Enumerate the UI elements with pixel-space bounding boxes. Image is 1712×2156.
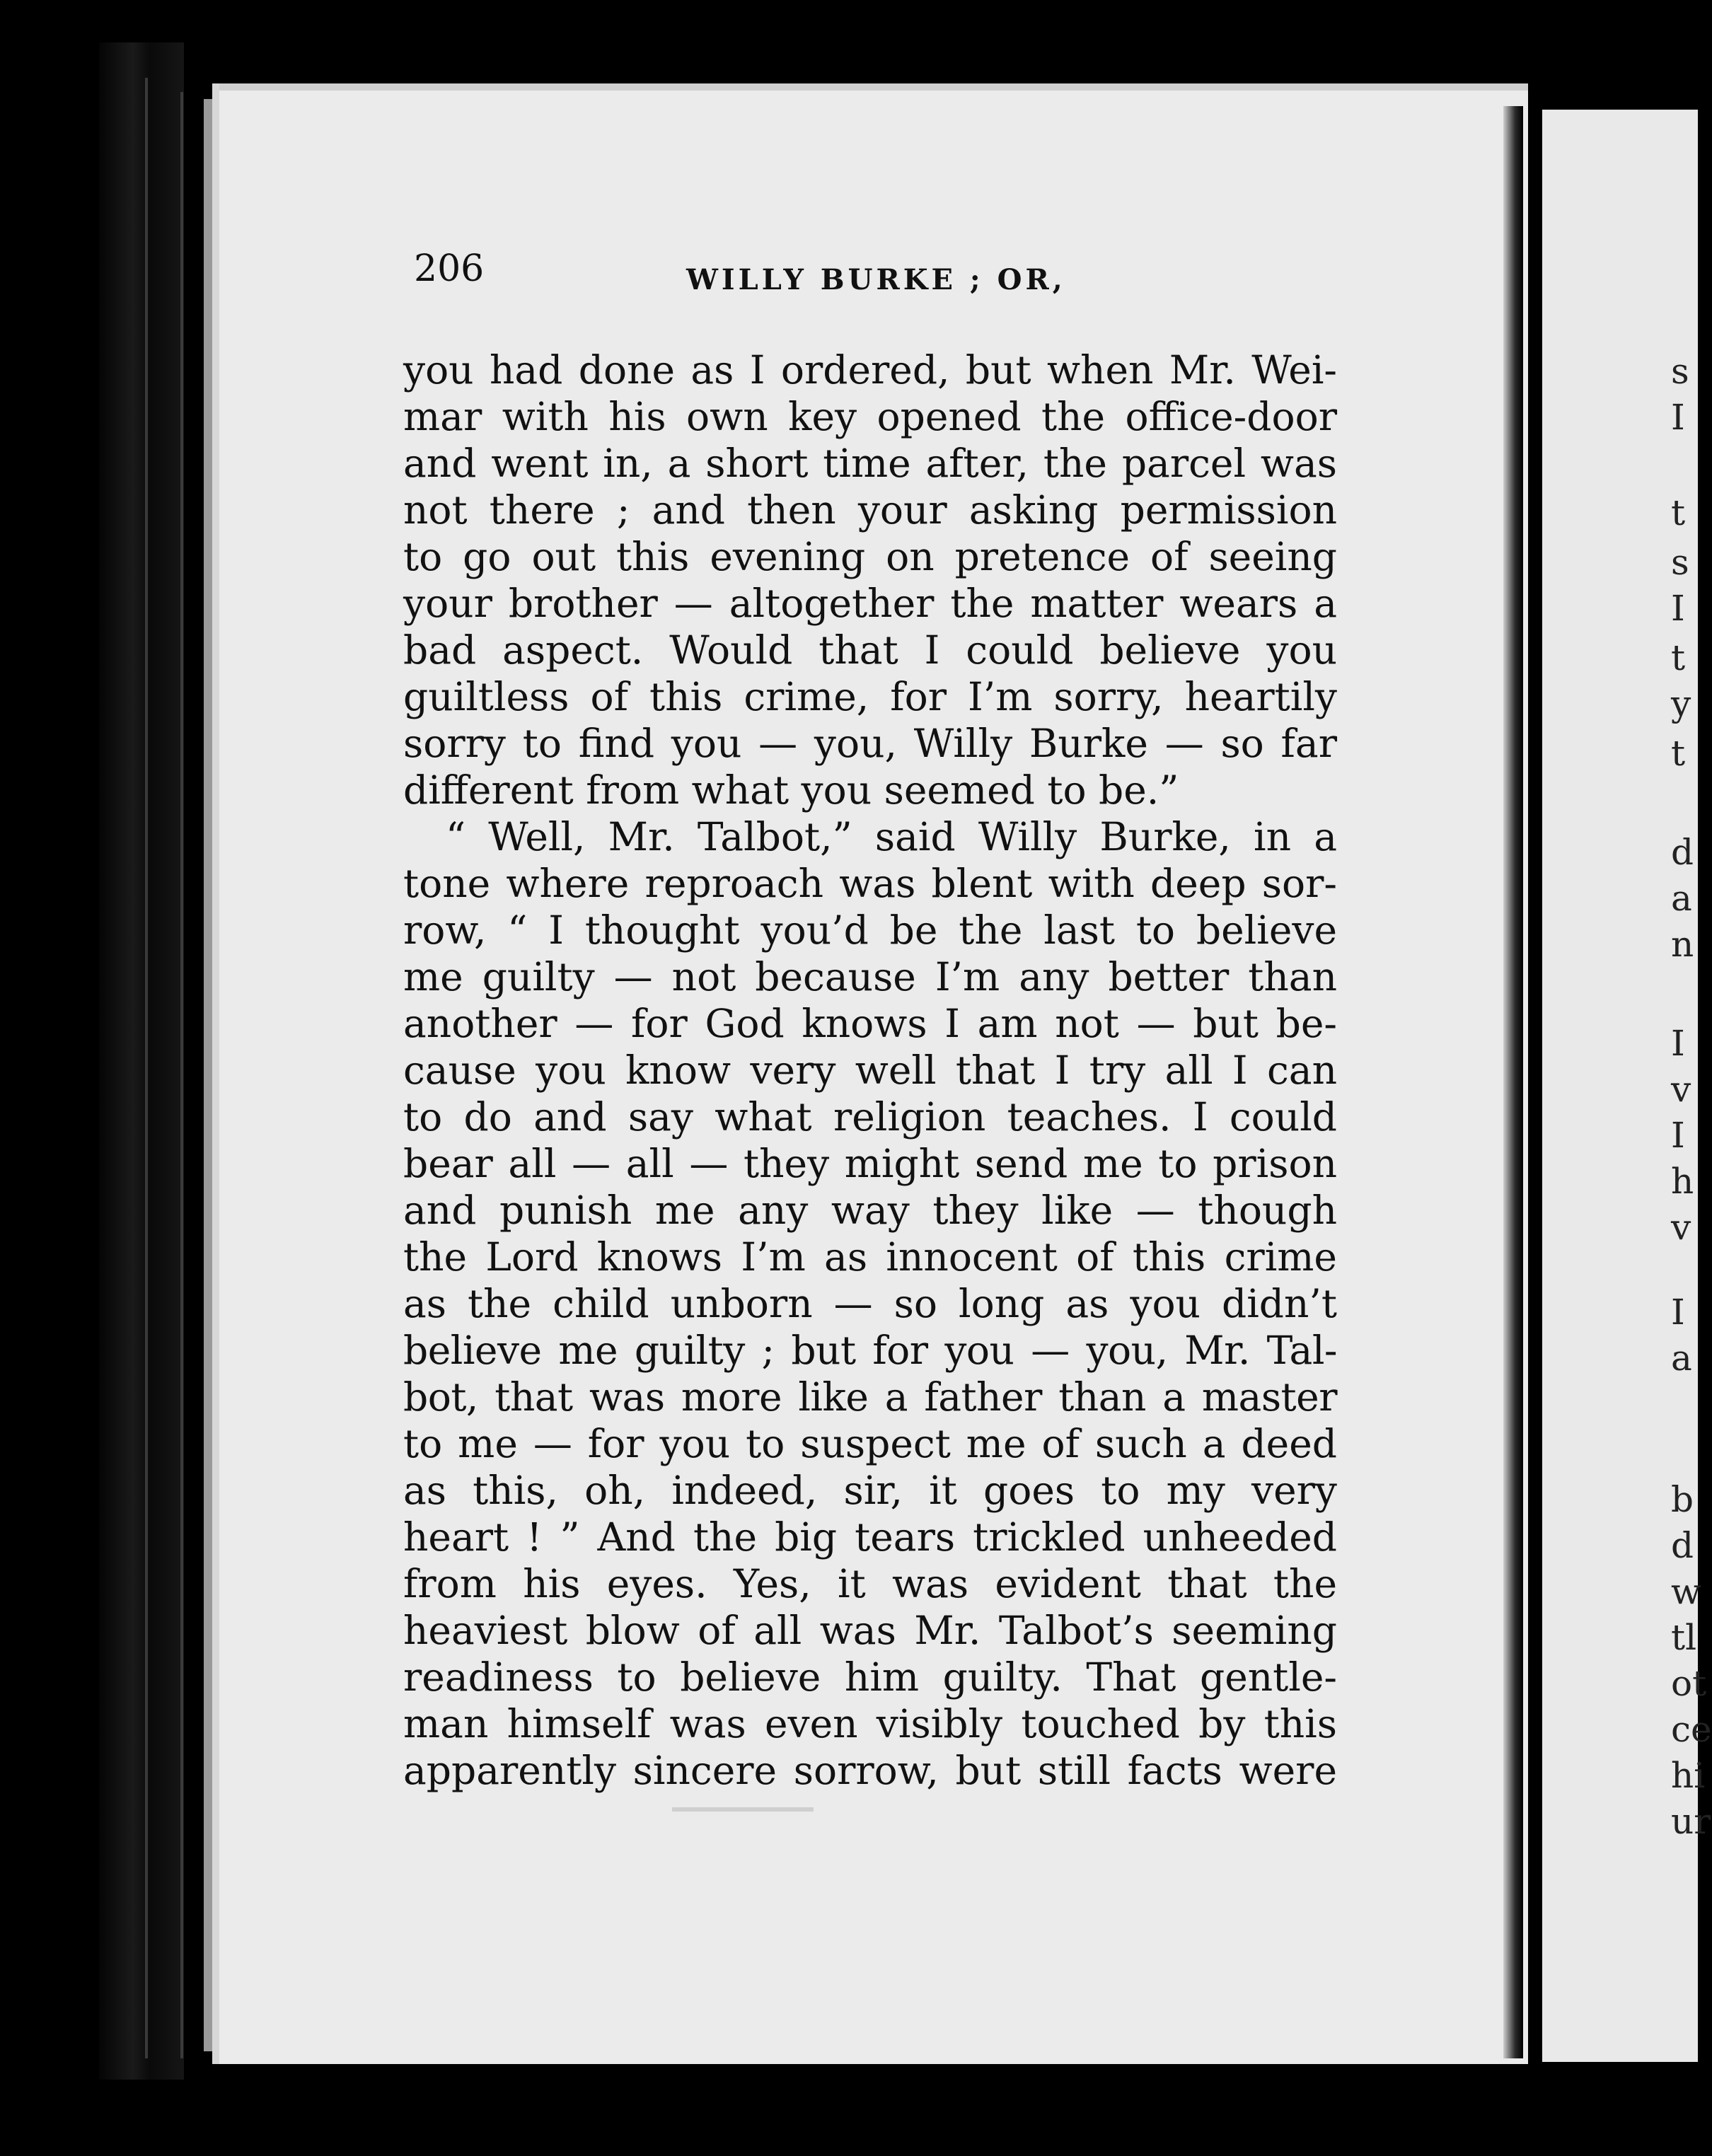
- text-line: to me — for you to suspect me of such a deed: [403, 1421, 1337, 1466]
- bleed-through-mark: [672, 1807, 814, 1812]
- text-line: bear all — all — they might send me to prison: [403, 1141, 1337, 1186]
- text-line: and went in, a short time after, the parcel was: [403, 441, 1337, 486]
- text-line: believe me guilty ; but for you — you, Mr. Tal-: [403, 1328, 1337, 1373]
- text-line: “ Well, Mr. Talbot,” said Willy Burke, in a: [446, 814, 1337, 859]
- right-page-letter: s: [1671, 542, 1689, 583]
- text-line: bot, that was more like a father than a master: [403, 1374, 1337, 1420]
- spine-edge-line: [145, 78, 148, 2058]
- text-line: another — for God knows I am not — but be-: [403, 1001, 1337, 1046]
- text-line: mar with his own key opened the office-door: [403, 394, 1337, 439]
- right-page-letter: I: [1671, 397, 1685, 438]
- right-page-letter: ur: [1671, 1801, 1711, 1842]
- right-page-letter: w: [1671, 1571, 1701, 1612]
- text-line: me guilty — not because I’m any better than: [403, 954, 1337, 999]
- text-line: to go out this evening on pretence of seeing: [403, 534, 1337, 579]
- right-page-letter: ce: [1671, 1709, 1712, 1750]
- right-page-letter: t: [1671, 733, 1686, 774]
- text-line: apparently sincere sorrow, but still facts were: [403, 1748, 1337, 1793]
- right-page-letter: v: [1671, 1069, 1691, 1110]
- text-line: heaviest blow of all was Mr. Talbot’s seeming: [403, 1608, 1337, 1653]
- text-line: tone where reproach was blent with deep sor-: [403, 861, 1337, 906]
- running-title: WILLY BURKE ; OR,: [686, 263, 1066, 296]
- text-line: guiltless of this crime, for I’m sorry, heartily: [403, 674, 1337, 719]
- right-page-letter: t: [1671, 637, 1686, 678]
- text-line: different from what you seemed to be.”: [403, 767, 1179, 813]
- page-number: 206: [414, 248, 485, 290]
- right-page-letter: I: [1671, 1115, 1685, 1156]
- text-line: from his eyes. Yes, it was evident that the: [403, 1561, 1337, 1606]
- text-line: and punish me any way they like — though: [403, 1188, 1337, 1233]
- text-line: heart ! ” And the big tears trickled unheeded: [403, 1514, 1337, 1560]
- body-text: [403, 347, 1337, 1794]
- text-line: to do and say what religion teaches. I could: [403, 1094, 1337, 1140]
- text-line: as this, oh, indeed, sir, it goes to my very: [403, 1468, 1337, 1513]
- text-line: sorry to find you — you, Willy Burke — so far: [403, 721, 1337, 766]
- text-line: the Lord knows I’m as innocent of this crime: [403, 1234, 1337, 1280]
- text-line: cause you know very well that I try all I can: [403, 1048, 1337, 1093]
- spine-edge-line: [180, 92, 183, 2058]
- right-page-letter: ot: [1671, 1663, 1707, 1704]
- text-line: man himself was even visibly touched by this: [403, 1701, 1337, 1746]
- right-page-letter: d: [1671, 832, 1694, 873]
- right-page-letter: s: [1671, 351, 1689, 392]
- right-page-letter: t: [1671, 492, 1686, 533]
- right-page-letter: a: [1671, 1338, 1692, 1379]
- text-line: your brother — altogether the matter wears a: [403, 581, 1337, 626]
- right-page-letter: n: [1671, 924, 1694, 965]
- book-spine: [99, 42, 184, 2080]
- right-page-letter: I: [1671, 1023, 1685, 1064]
- right-page-letter: tl: [1671, 1617, 1697, 1658]
- page-gutter: [1503, 106, 1523, 2058]
- right-page-letter: d: [1671, 1525, 1694, 1566]
- right-page-letter: y: [1671, 683, 1691, 724]
- text-line: bad aspect. Would that I could believe you: [403, 627, 1337, 673]
- text-line: you had done as I ordered, but when Mr. Wei-: [403, 347, 1337, 393]
- right-page-letter: I: [1671, 1292, 1685, 1333]
- right-page-letter: h: [1671, 1161, 1694, 1202]
- right-page-letter: v: [1671, 1207, 1691, 1248]
- right-page-letter: I: [1671, 588, 1685, 629]
- text-line: not there ; and then your asking permission: [403, 487, 1337, 533]
- text-line: as the child unborn — so long as you didn’t: [403, 1281, 1337, 1326]
- text-line: readiness to believe him guilty. That gentle-: [403, 1654, 1337, 1700]
- right-page-letter: hi: [1671, 1755, 1706, 1796]
- right-page-letter: b: [1671, 1479, 1694, 1520]
- text-line: row, “ I thought you’d be the last to believe: [403, 908, 1337, 953]
- right-page-letter: a: [1671, 878, 1692, 919]
